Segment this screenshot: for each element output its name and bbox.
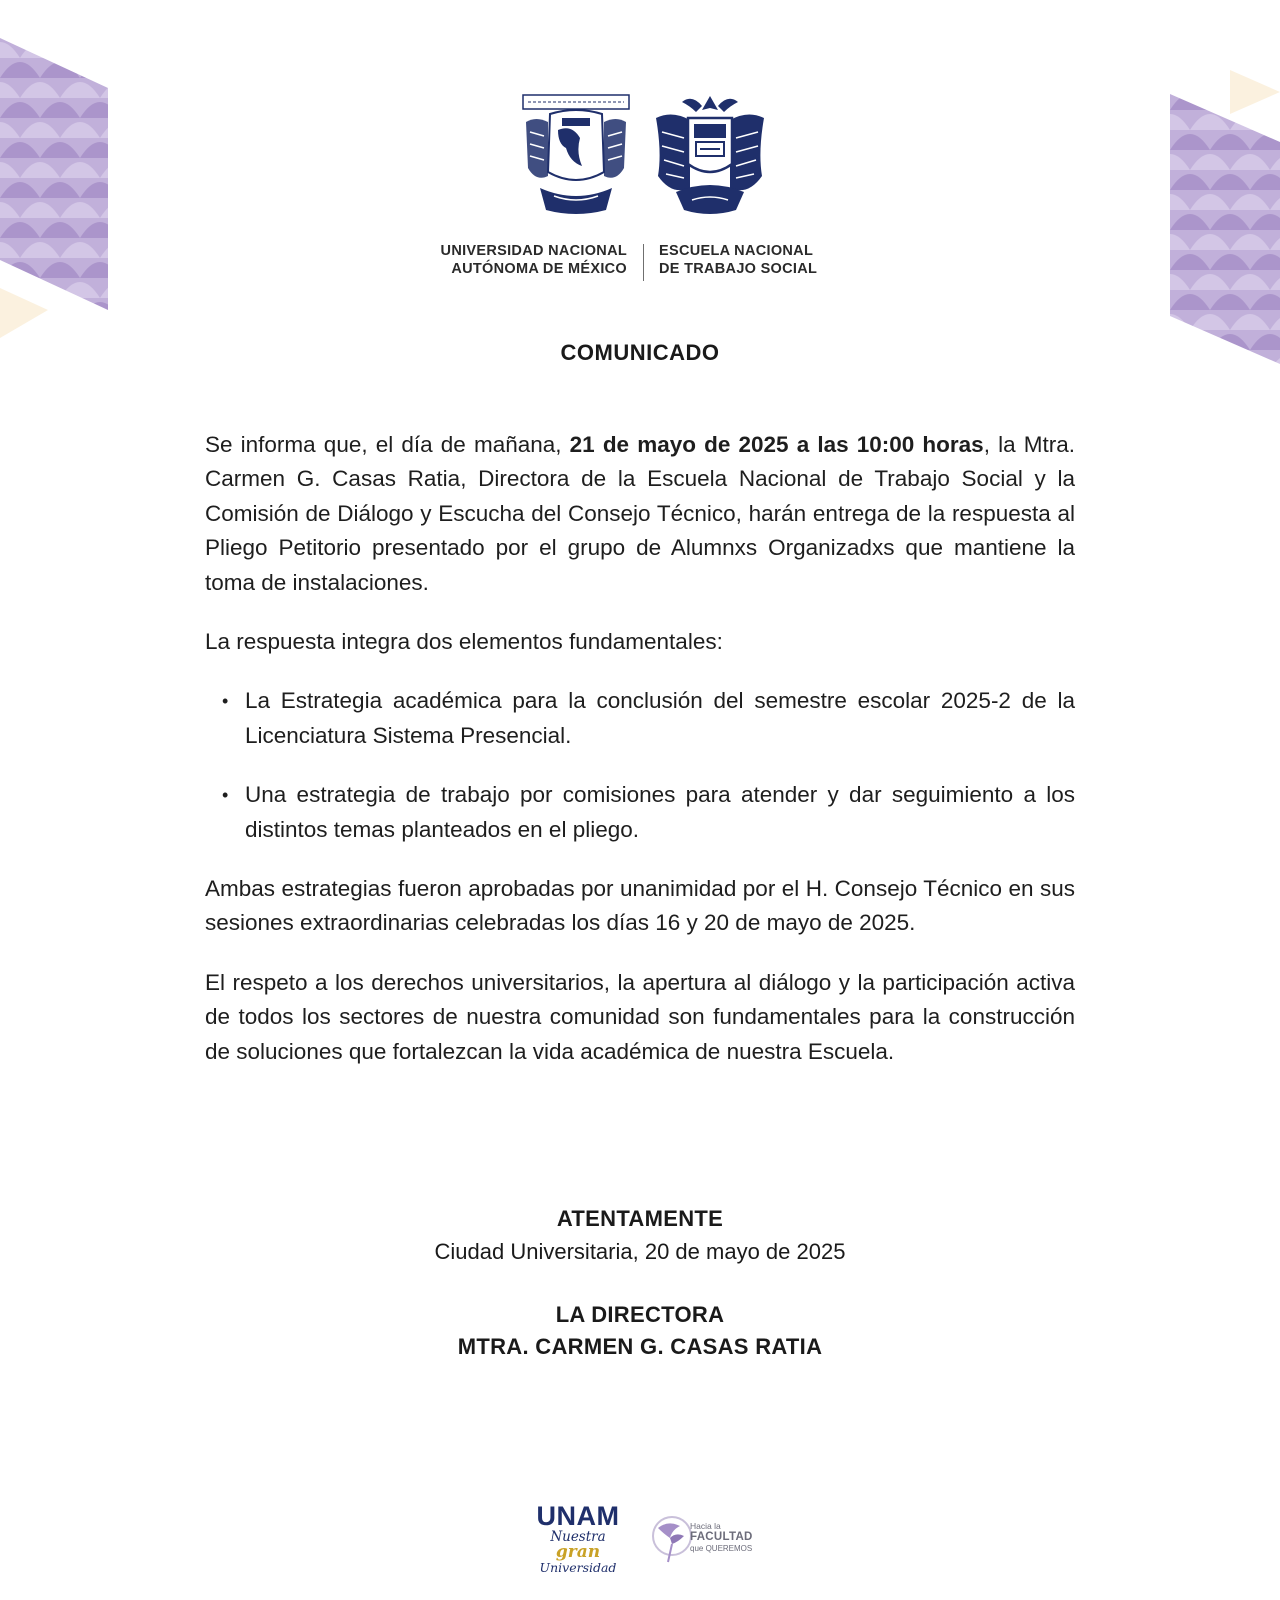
unam-coat-of-arms-icon [520, 92, 632, 216]
paragraph-intro-list: La respuesta integra dos elementos fundamentales: [205, 629, 723, 655]
institution-names [0, 242, 1280, 284]
document-title: COMUNICADO [560, 340, 720, 365]
elements-list [205, 684, 1075, 847]
unam-logo-tagline-a: Nuestra [550, 1529, 606, 1545]
unam-logo-tagline-b: gran [555, 1542, 601, 1562]
university-name [441, 242, 627, 278]
faculty-logo-line: FACULTAD [690, 1531, 753, 1543]
signatory-role: LA DIRECTORA [555, 1302, 725, 1327]
decorative-pattern-right [1170, 70, 1280, 370]
university-name-line: AUTÓNOMA DE MÉXICO [451, 261, 627, 277]
list-item [222, 684, 1075, 753]
faculty-logo-line: Hacia la [690, 1521, 721, 1531]
school-name-line: ESCUELA NACIONAL [659, 243, 814, 259]
unam-logo-tagline [528, 1530, 628, 1561]
paragraph-closing: El respeto a los derechos universitarios, la apertura al diálogo y la participación activa de todos los sectores de nuestra comunidad son fundamentales para la construcción de soluciones que fortalezcan la vida académica de nuestra Escuela. [205, 969, 1075, 1064]
paragraph-text: Se informa que, el día de mañana, [205, 432, 570, 457]
unam-logo-tagline-c: Universidad [539, 1560, 617, 1575]
school-name [659, 242, 817, 278]
document-body [205, 428, 1075, 1094]
paragraph-text: , la Mtra. Carmen G. Casas Ratia, Directora de la Escuela Nacional de Trabajo Social y la Comisión de Diálogo y Escucha del Consejo Técnico, harán entrega de la respuesta al Pliego Petitorio presentado por el grupo de Alumnxs Organizadxs que mantiene la toma de instalaciones. [205, 432, 1075, 595]
university-name-line: UNIVERSIDAD NACIONAL [440, 243, 627, 259]
hummingbird-icon [650, 1506, 694, 1568]
list-item [222, 778, 1075, 847]
list-item-text: La Estrategia académica para la conclusión del semestre escolar 2025-2 de la Licenciatura Sistema Presencial. [245, 688, 1075, 748]
place-and-date: Ciudad Universitaria, 20 de mayo de 2025 [434, 1239, 846, 1264]
bullet-icon: • [222, 691, 229, 712]
school-name-line: DE TRABAJO SOCIAL [659, 261, 818, 277]
closing-salutation: ATENTAMENTE [556, 1206, 724, 1231]
list-item-text: Una estrategia de trabajo por comisiones para atender y dar seguimiento a los distintos temas planteados en el pliego. [245, 782, 1075, 842]
unam-logo-wordmark: UNAM [536, 1501, 620, 1531]
signatory-name: MTRA. CARMEN G. CASAS RATIA [457, 1334, 823, 1359]
bullet-icon: • [222, 785, 229, 806]
paragraph-announcement [205, 428, 1075, 600]
paragraph-approval: Ambas estrategias fueron aprobadas por unanimidad por el H. Consejo Técnico en sus sesiones extraordinarias celebradas los días 16 y 20 de mayo de 2025. [205, 876, 1075, 936]
ents-eagle-crest-icon [652, 92, 768, 216]
faculty-logo-line: que QUEREMOS [690, 1544, 753, 1553]
institution-divider [643, 244, 644, 281]
faculty-footer-logo [650, 1506, 760, 1568]
faculty-logo-text [690, 1521, 753, 1554]
unam-footer-logo [528, 1501, 628, 1575]
event-datetime: 21 de mayo de 2025 a las 10:00 horas [569, 432, 984, 457]
institution-crests [520, 92, 770, 222]
decorative-pattern-left [0, 38, 110, 358]
